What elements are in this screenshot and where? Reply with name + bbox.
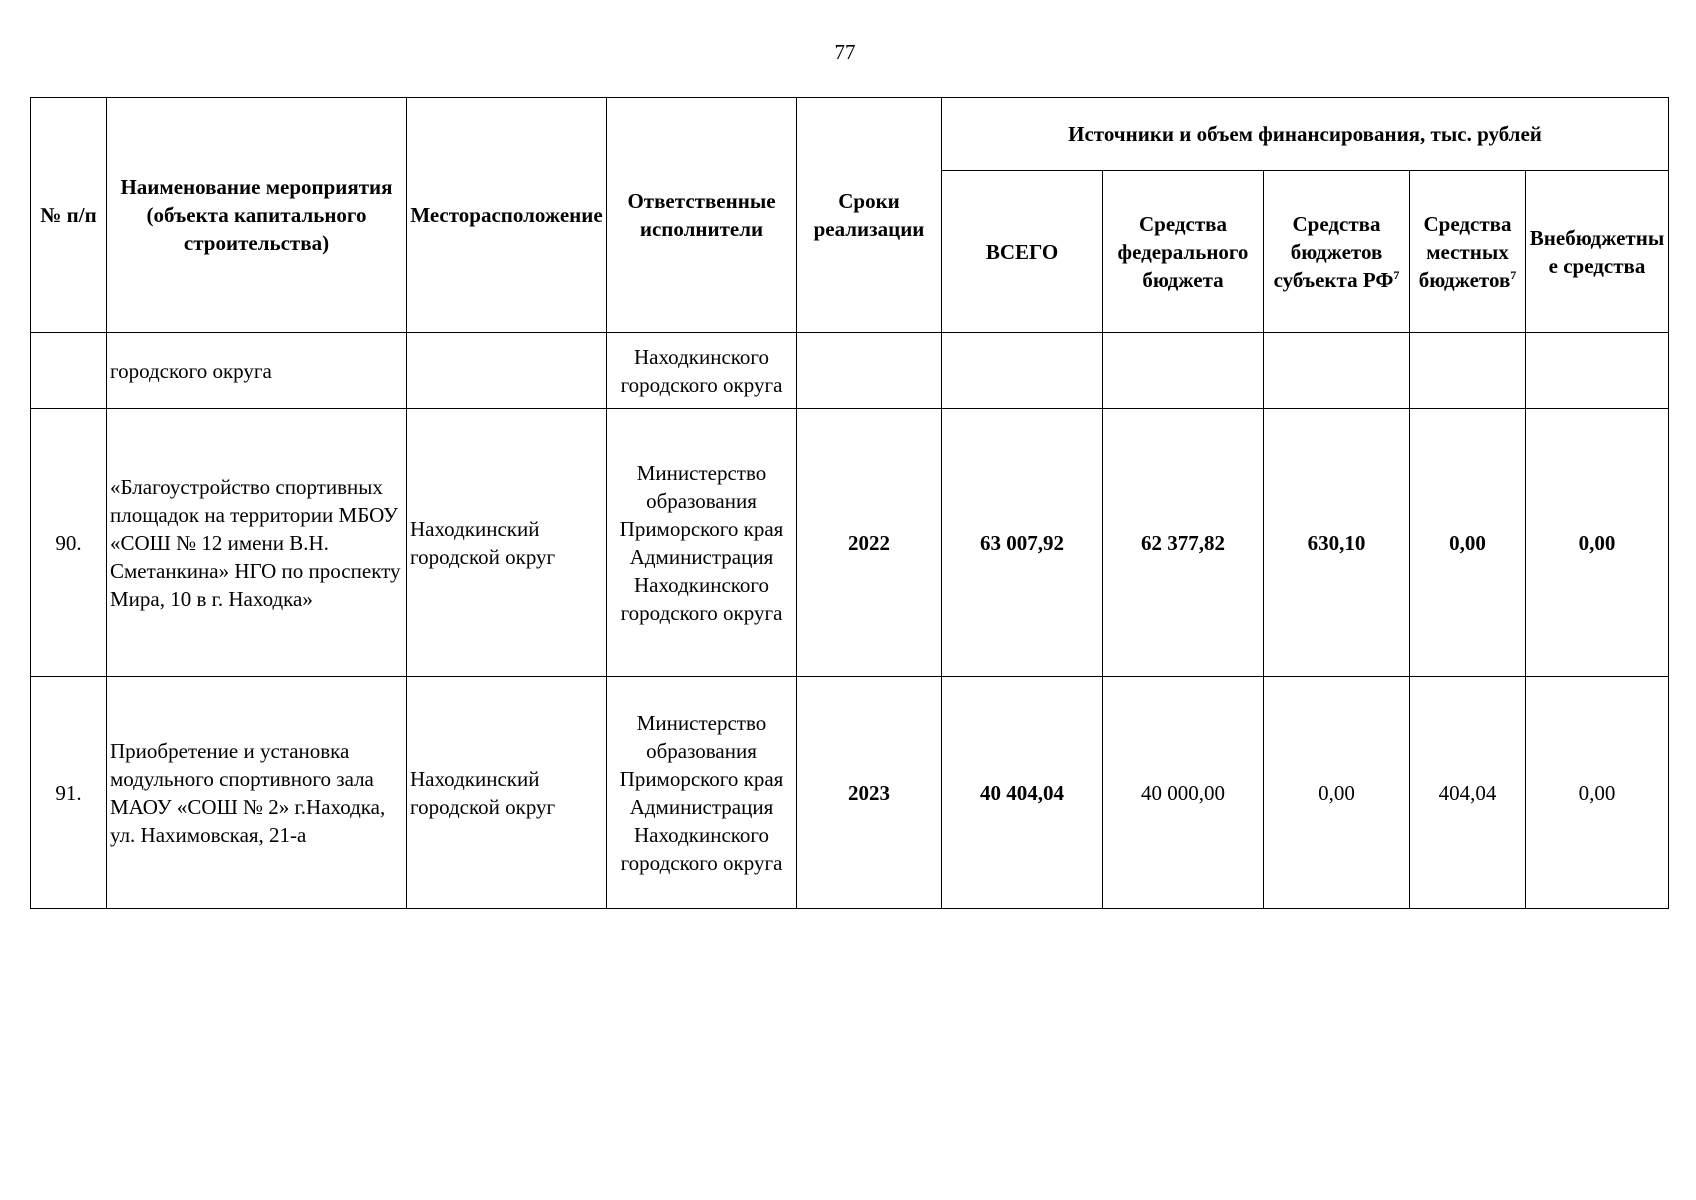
table-row — [31, 333, 1669, 409]
cell-regional — [1264, 333, 1410, 409]
financing-table — [30, 97, 1669, 909]
cell-period: 2022 — [797, 409, 942, 677]
cell-executors: Министерство образования Приморского края Администрация Находкинского городского округа — [607, 409, 797, 677]
cell-num: 90. — [31, 409, 107, 677]
cell-local: 0,00 — [1410, 409, 1526, 677]
cell-local — [1410, 333, 1526, 409]
cell-regional: 0,00 — [1264, 677, 1410, 909]
cell-name: «Благоустройство спортивных площадок на территории МБОУ «СОШ № 12 имени В.Н. Сметанкина» НГО по проспекту Мира, 10 в г. Находка» — [107, 409, 407, 677]
cell-local: 404,04 — [1410, 677, 1526, 909]
cell-total — [942, 333, 1103, 409]
header-location: Месторасположение — [407, 98, 607, 333]
cell-location — [407, 333, 607, 409]
header-federal: Средства федерального бюджета — [1103, 171, 1264, 333]
cell-federal: 40 000,00 — [1103, 677, 1264, 909]
header-regional-label: Средства бюджетов субъекта РФ — [1273, 211, 1394, 292]
header-extra: Внебюджетные средства — [1526, 171, 1669, 333]
table-row — [31, 677, 1669, 909]
header-num: № п/п — [31, 98, 107, 333]
cell-location: Находкинский городской округ — [407, 677, 607, 909]
header-row-top — [31, 98, 1669, 171]
cell-total: 40 404,04 — [942, 677, 1103, 909]
header-local-footnote: 7 — [1510, 267, 1517, 282]
header-regional — [1264, 171, 1410, 333]
cell-federal: 62 377,82 — [1103, 409, 1264, 677]
cell-extra — [1526, 333, 1669, 409]
header-local — [1410, 171, 1526, 333]
cell-extra: 0,00 — [1526, 677, 1669, 909]
cell-executors: Находкинского городского округа — [607, 333, 797, 409]
cell-regional: 630,10 — [1264, 409, 1410, 677]
cell-num: 91. — [31, 677, 107, 909]
cell-period — [797, 333, 942, 409]
cell-federal — [1103, 333, 1264, 409]
header-executors: Ответственные исполнители — [607, 98, 797, 333]
table-row — [31, 409, 1669, 677]
header-total: ВСЕГО — [942, 171, 1103, 333]
page-number: 77 — [834, 40, 856, 64]
header-regional-footnote: 7 — [1393, 267, 1400, 282]
cell-location: Находкинский городской округ — [407, 409, 607, 677]
header-local-label: Средства местных бюджетов — [1418, 211, 1512, 292]
cell-extra: 0,00 — [1526, 409, 1669, 677]
cell-total: 63 007,92 — [942, 409, 1103, 677]
cell-num — [31, 333, 107, 409]
header-financing: Источники и объем финансирования, тыс. рублей — [942, 98, 1669, 171]
header-name: Наименование мероприятия (объекта капитального строительства) — [107, 98, 407, 333]
cell-name: Приобретение и установка модульного спортивного зала МАОУ «СОШ № 2» г.Находка, ул. Нахимовская, 21-а — [107, 677, 407, 909]
header-period: Сроки реализации — [797, 98, 942, 333]
cell-name: городского округа — [107, 333, 407, 409]
cell-period: 2023 — [797, 677, 942, 909]
cell-executors: Министерство образования Приморского края Администрация Находкинского городского округа — [607, 677, 797, 909]
